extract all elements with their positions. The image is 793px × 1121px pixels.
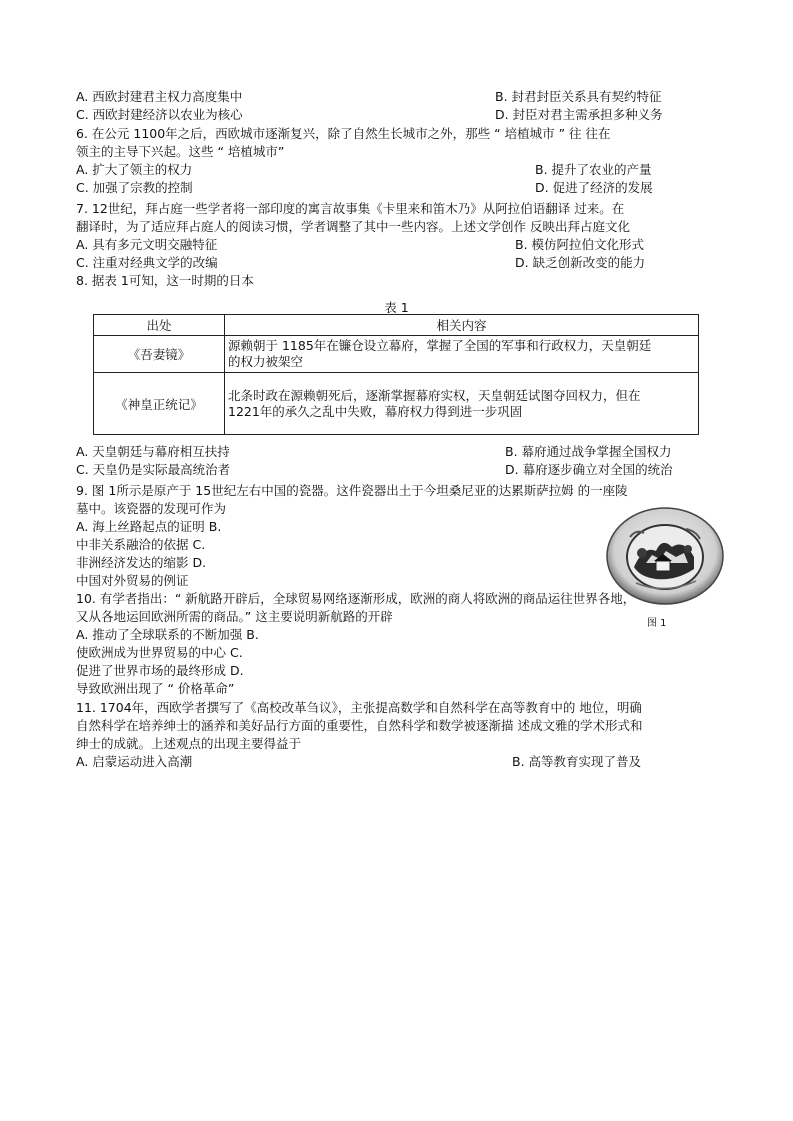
q9-options-line1: A. 海上丝路起点的证明 B.: [76, 519, 222, 534]
q5-option-d: D. 封臣对君主需承担多种义务: [495, 107, 663, 122]
q10-options-line1: A. 推动了全球联系的不断加强 B.: [76, 627, 259, 642]
q11-option-b: B. 高等教育实现了普及: [512, 754, 642, 769]
table-row-content-line2: 1221年的承久之乱中失败，幕府权力得到进一步巩固: [228, 403, 523, 419]
q6-option-a: A. 扩大了领主的权力: [76, 162, 193, 177]
table-row-content-line2: 的权力被架空: [228, 354, 304, 369]
q9-options-line2: 中非关系融洽的依据 C.: [76, 537, 206, 552]
q10-options-line3: 促进了世界市场的最终形成 D.: [76, 663, 244, 678]
q6-stem-line2: 领主的主导下兴起。这些 “ 培植城市”: [76, 144, 285, 159]
table-caption: 表 1: [384, 300, 409, 315]
q7-option-c: C. 注重对经典文学的改编: [76, 255, 218, 270]
q8-option-b: B. 幕府通过战争掌握全国权力: [505, 444, 672, 459]
table-row: [94, 373, 699, 435]
q9-stem-line1: 9. 图 1所示是原产于 15世纪左右中国的瓷器。这件瓷器出土于今坦桑尼亚的达累斯萨拉姆 的一座陵: [76, 483, 628, 498]
q10-stem-line2: 又从各地运回欧洲所需的商品。” 这主要说明新航路的开辟: [76, 609, 393, 624]
q7-option-d: D. 缺乏创新改变的能力: [515, 255, 646, 270]
q10-options-line4: 导致欧洲出现了 “ 价格革命”: [76, 681, 235, 696]
table-header-source: 出处: [94, 315, 225, 336]
table-row-source: 《神皇正统记》: [94, 373, 225, 435]
q8-stem: 8. 据表 1可知，这一时期的日本: [76, 273, 254, 288]
q8-option-d: D. 幕府逐步确立对全国的统治: [505, 462, 673, 477]
q9-options-line4: 中国对外贸易的例证: [76, 573, 189, 588]
table-header-content: 相关内容: [225, 315, 699, 336]
q10-stem-line1: 10. 有学者指出：“ 新航路开辟后，全球贸易网络逐渐形成，欧洲的商人将欧洲的商品运往世界各地，: [76, 591, 636, 606]
q6-option-c: C. 加强了宗教的控制: [76, 180, 193, 195]
table-1: [93, 314, 699, 435]
q5-option-c: C. 西欧封建经济以农业为核心: [76, 107, 243, 122]
table-row-content: [225, 336, 699, 373]
table-row-content: [225, 373, 699, 435]
q6-option-b: B. 提升了农业的产量: [535, 162, 652, 177]
q5-option-a: A. 西欧封建君主权力高度集中: [76, 89, 243, 104]
q5-option-b: B. 封君封臣关系具有契约特征: [495, 89, 662, 104]
q7-option-b: B. 模仿阿拉伯文化形式: [515, 237, 645, 252]
q8-option-c: C. 天皇仍是实际最高统治者: [76, 462, 231, 477]
q9-options-line3: 非洲经济发达的缩影 D.: [76, 555, 207, 570]
table-header-row: [94, 315, 699, 336]
q9-stem-line2: 墓中。该瓷器的发现可作为: [76, 501, 227, 516]
q7-stem-line1: 7. 12世纪，拜占庭一些学者将一部印度的寓言故事集《卡里来和笛木乃》从阿拉伯语翻译 过来。在: [76, 201, 625, 216]
table-row-content-line1: 源赖朝于 1185年在镰仓设立幕府，掌握了全国的军事和行政权力，天皇朝廷: [228, 338, 652, 353]
q11-stem-line2: 自然科学在培养绅士的涵养和美好品行方面的重要性，自然科学和数学被逐渐描 述成文雅的学术形式和: [76, 718, 643, 733]
figure-1-label: 图 1: [647, 618, 667, 629]
q6-option-d: D. 促进了经济的发展: [535, 180, 653, 195]
q6-stem-line1: 6. 在公元 1100年之后，西欧城市逐渐复兴，除了自然生长城市之外，那些 “ 培植城市 ” 往 往在: [76, 126, 611, 141]
q8-option-a: A. 天皇朝廷与幕府相互扶持: [76, 444, 230, 459]
q11-stem-line3: 绅士的成就。上述观点的出现主要得益于: [76, 736, 302, 751]
q7-option-a: A. 具有多元文明交融特征: [76, 237, 218, 252]
q11-stem-line1: 11. 1704年，西欧学者撰写了《高校改革刍议》，主张提高数学和自然科学在高等教育中的 地位，明确: [76, 700, 642, 715]
q7-stem-line2: 翻译时，为了适应拜占庭人的阅读习惯，学者调整了其中一些内容。上述文学创作 反映出拜占庭文化: [76, 219, 630, 234]
table-row-source: 《吾妻镜》: [94, 336, 225, 373]
table-row: [94, 336, 699, 373]
q10-options-line2: 使欧洲成为世界贸易的中心 C.: [76, 645, 243, 660]
table-row-content-line1: 北条时政在源赖朝死后，逐渐掌握幕府实权，天皇朝廷试图夺回权力，但在: [228, 387, 641, 403]
q11-option-a: A. 启蒙运动进入高潮: [76, 754, 193, 769]
